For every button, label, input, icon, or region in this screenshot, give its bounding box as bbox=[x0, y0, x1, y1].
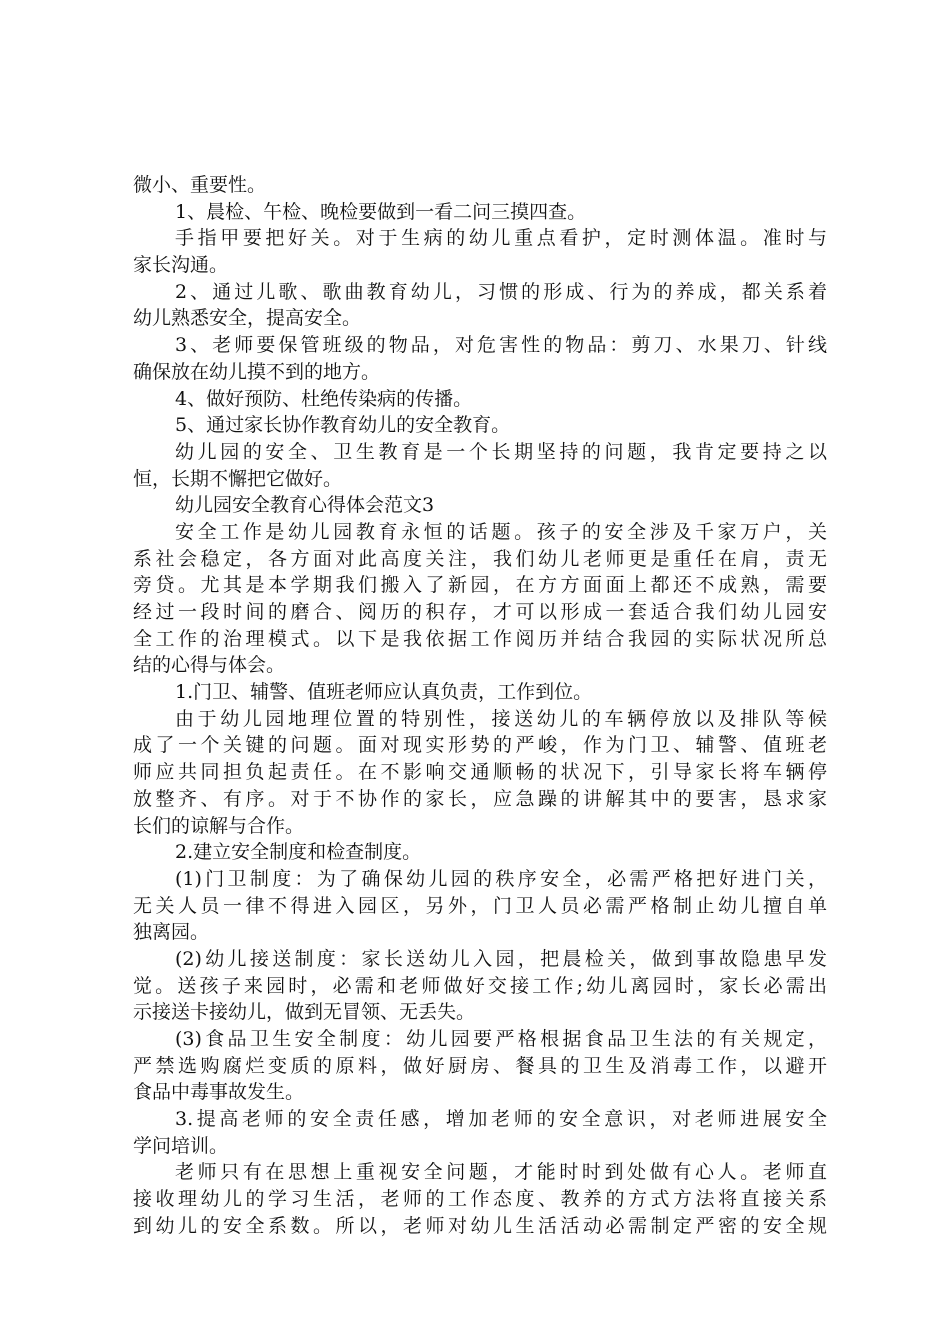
text-line: 旁贷。尤其是本学期我们搬入了新园，在方方面面上都还不成熟，需要 bbox=[133, 574, 827, 597]
text-line: 接收理幼儿的学习生活，老师的工作态度、教养的方式方法将直接关系 bbox=[133, 1188, 827, 1211]
text-line: 示接送卡接幼儿，做到无冒领、无丢失。 bbox=[133, 1001, 476, 1024]
text-line: 3.提高老师的安全责任感，增加老师的安全意识，对老师进展安全 bbox=[175, 1108, 827, 1131]
text-line: 师应共同担负起责任。在不影响交通顺畅的状况下，引导家长将车辆停 bbox=[133, 761, 827, 784]
text-line: 成了一个关键的问题。面对现实形势的严峻，作为门卫、辅警、值班老 bbox=[133, 734, 827, 757]
section-heading: 幼儿园安全教育心得体会范文3 bbox=[175, 494, 435, 517]
text-line: 幼儿园的安全、卫生教育是一个长期坚持的问题，我肯定要持之以 bbox=[175, 440, 827, 463]
text-line: 学问培训。 bbox=[133, 1134, 229, 1157]
text-line: 2、通过儿歌、歌曲教育幼儿，习惯的形成、行为的养成，都关系着 bbox=[175, 280, 827, 303]
text-line: 经过一段时间的磨合、阅历的积存，才可以形成一套适合我们幼儿园安 bbox=[133, 601, 827, 623]
text-line: 由于幼儿园地理位置的特别性，接送幼儿的车辆停放以及排队等候 bbox=[175, 707, 827, 730]
text-line: 2.建立安全制度和检查制度。 bbox=[175, 841, 422, 864]
text-line: 1、晨检、午检、晚检要做到一看二问三摸四查。 bbox=[175, 200, 587, 223]
text-line: 家长沟通。 bbox=[133, 254, 229, 277]
text-line: (3)食品卫生安全制度：幼儿园要严格根据食品卫生法的有关规定， bbox=[175, 1028, 827, 1050]
text-line: 1.门卫、辅警、值班老师应认真负责，工作到位。 bbox=[175, 681, 593, 704]
text-line: 觉。送孩子来园时，必需和老师做好交接工作;幼儿离园时，家长必需出 bbox=[133, 974, 827, 997]
text-line: 放整齐、有序。对于不协作的家长，应急躁的讲解其中的要害，恳求家 bbox=[133, 787, 827, 810]
text-line: 3、老师要保管班级的物品，对危害性的物品：剪刀、水果刀、针线 bbox=[175, 334, 827, 357]
text-line: 全工作的治理模式。以下是我依据工作阅历并结合我园的实际状况所总 bbox=[133, 627, 827, 650]
text-line: 无关人员一律不得进入园区，另外，门卫人员必需严格制止幼儿擅自单 bbox=[133, 894, 827, 917]
text-line: 长们的谅解与合作。 bbox=[133, 814, 305, 837]
text-line: 微小、重要性。 bbox=[133, 174, 267, 196]
text-line: 老师只有在思想上重视安全问题，才能时时到处做有心人。老师直 bbox=[175, 1161, 827, 1184]
text-line: 5、通过家长协作教育幼儿的安全教育。 bbox=[175, 414, 511, 437]
document-body bbox=[133, 172, 827, 1240]
text-line: 恒，长期不懈把它做好。 bbox=[133, 467, 343, 490]
text-line: 4、做好预防、杜绝传染病的传播。 bbox=[175, 387, 473, 410]
text-line: 确保放在幼儿摸不到的地方。 bbox=[133, 360, 381, 383]
text-line: (2)幼儿接送制度：家长送幼儿入园，把晨检关，做到事故隐患早发 bbox=[175, 947, 827, 970]
text-line: 食品中毒事故发生。 bbox=[133, 1081, 305, 1104]
text-line: (1)门卫制度：为了确保幼儿园的秩序安全，必需严格把好进门关， bbox=[175, 867, 827, 890]
text-line: 严禁选购腐烂变质的原料，做好厨房、餐具的卫生及消毒工作，以避开 bbox=[133, 1054, 827, 1077]
text-line: 独离园。 bbox=[133, 921, 210, 944]
text-line: 安全工作是幼儿园教育永恒的话题。孩子的安全涉及千家万户，关 bbox=[175, 520, 827, 543]
text-line: 到幼儿的安全系数。所以，老师对幼儿生活活动必需制定严密的安全规 bbox=[133, 1214, 827, 1237]
text-line: 结的心得与体会。 bbox=[133, 654, 286, 677]
text-line: 幼儿熟悉安全，提高安全。 bbox=[133, 307, 362, 330]
text-line: 手指甲要把好关。对于生病的幼儿重点看护，定时测体温。准时与 bbox=[175, 227, 827, 250]
text-line: 系社会稳定，各方面对此高度关注，我们幼儿老师更是重任在肩，责无 bbox=[133, 547, 827, 570]
